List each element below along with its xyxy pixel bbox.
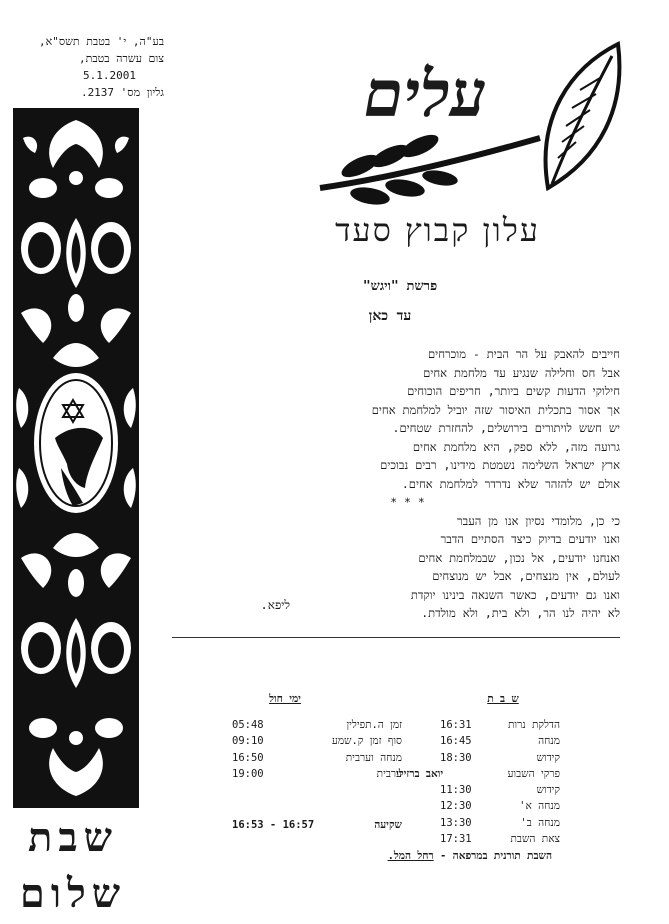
stanza-separator: * * * <box>390 495 425 509</box>
shabbat-times-table <box>396 717 560 847</box>
time-value: 13:30 <box>440 816 472 829</box>
time-label: צאת השבת <box>510 833 560 846</box>
time-value: 19:00 <box>232 767 264 780</box>
issue-header <box>14 33 164 101</box>
poem-line: ואנו יודעים בדיוק כיצד הסתיים הדבר <box>440 532 620 546</box>
time-label: מנחה <box>538 735 560 748</box>
time-value: 16:45 <box>440 735 472 748</box>
shabbat-times-heading: ש ב ת <box>487 693 519 705</box>
weekly-parasha: פרשת "ויגש" <box>362 279 438 294</box>
time-value: 17:31 <box>440 833 472 846</box>
poem-line: ואנו גם יודעים, כאשר השנאה בינינו יוקדת <box>410 587 620 602</box>
poem-line: אך אסור בתכלית האיסור שזה יוביל למלחמת אחים <box>371 402 620 417</box>
header-date-hebrew: בע"ה, י' בטבת תשס"א, <box>38 35 164 48</box>
weekday-times-heading: ימי חול <box>269 693 301 705</box>
table-row <box>440 815 560 831</box>
sunset-row <box>232 817 402 833</box>
table-row <box>396 766 560 782</box>
logo-wordmark: עלים <box>363 57 487 132</box>
duty-dash: - <box>433 850 453 862</box>
time-value: 16:50 <box>232 751 264 764</box>
sunset-times: 16:53 - 16:57 <box>232 819 315 831</box>
poem-line: חילוקי הדעות קשים ביותר, חריפים הוכוחים <box>407 384 620 398</box>
table-row <box>232 717 402 733</box>
time-label: מנחה וערבית <box>345 751 402 764</box>
duty-text: השבת תורנית במרפאה <box>452 850 552 862</box>
poem-line: גרועה מזה, ללא ספק, היא מלחמת אחים <box>412 439 620 454</box>
weekday-times-table <box>232 717 402 782</box>
duty-person: רחל המל. <box>387 850 434 862</box>
time-label: קידוש <box>536 751 560 764</box>
newsletter-subtitle: עלון קבוץ סעד <box>335 211 540 249</box>
header-fast-day: צום עשרה בטבת, <box>78 52 164 65</box>
time-value: 11:30 <box>440 784 472 797</box>
time-label: קידוש <box>536 784 560 797</box>
poem-line: ארץ ישראל השלימה נשמטת מידינו, רבים נבוכים <box>380 458 620 472</box>
poem-line: לא יהיה לנו הר, ולא בית, ולא מולדת. <box>421 606 620 620</box>
time-label: מנחה א' <box>519 800 560 813</box>
time-value: 18:30 <box>440 751 472 764</box>
time-value: 12:30 <box>440 800 472 813</box>
time-value: 16:31 <box>440 719 472 731</box>
table-row <box>440 750 560 766</box>
time-label: סוף זמן ק.שמע <box>331 735 402 748</box>
article-title: עד כאן <box>368 308 412 324</box>
table-row <box>232 733 402 749</box>
article-body <box>225 345 620 623</box>
section-divider <box>172 637 620 638</box>
table-row <box>232 817 402 833</box>
poem-line: לעולם, אין מנצחים, אבל יש מנוצחים <box>432 569 620 583</box>
speaker-name: יואב ברזילי <box>396 767 444 780</box>
table-row <box>232 766 402 782</box>
table-row <box>440 733 560 749</box>
time-value: 09:10 <box>232 735 264 748</box>
greeting-word-shabbat: שבת <box>28 814 118 861</box>
table-row <box>440 831 560 847</box>
time-value: 05:48 <box>232 719 264 731</box>
table-row <box>232 750 402 766</box>
poem-line: ואנחנו יודעים, אל נכון, שבמלחמת אחים <box>418 550 620 565</box>
poem-line: כי כן, מלומדי נסיון אנו מן העבר <box>457 513 620 528</box>
table-row <box>440 717 560 733</box>
author-signature: ליפא. <box>260 598 290 612</box>
time-label: ערבית <box>376 767 402 780</box>
greeting-word-shalom: שלום <box>19 870 127 917</box>
time-label: מנחה ב' <box>520 816 560 829</box>
header-issue-number: גליון מס' 2137. <box>80 86 164 99</box>
sunset-label: שקיעה <box>374 819 402 831</box>
papercut-ornament <box>13 108 139 808</box>
header-date-gregorian: 5.1.2001 <box>83 69 136 82</box>
table-row <box>440 798 560 814</box>
time-label: זמן ה.תפילין <box>346 719 402 731</box>
time-label: פרקי השבוע <box>507 767 560 780</box>
poem-line: אולם יש להזהר שלא נדרדר למלחמת אחים. <box>401 476 620 491</box>
poem-line: חייבים להאבק על הר הבית - מוכרחים <box>428 347 620 361</box>
infirmary-duty-note <box>300 850 552 862</box>
poem-line: יש חשש לויתורים בירושלים, להחזרת שטחים. <box>392 421 620 435</box>
shabbat-shalom-greeting <box>8 810 138 922</box>
table-row <box>440 782 560 798</box>
time-label: הדלקת נרות <box>507 719 560 731</box>
poem-line: אבל חס וחלילה שנגיע עד מלחמת אחים <box>423 365 620 380</box>
